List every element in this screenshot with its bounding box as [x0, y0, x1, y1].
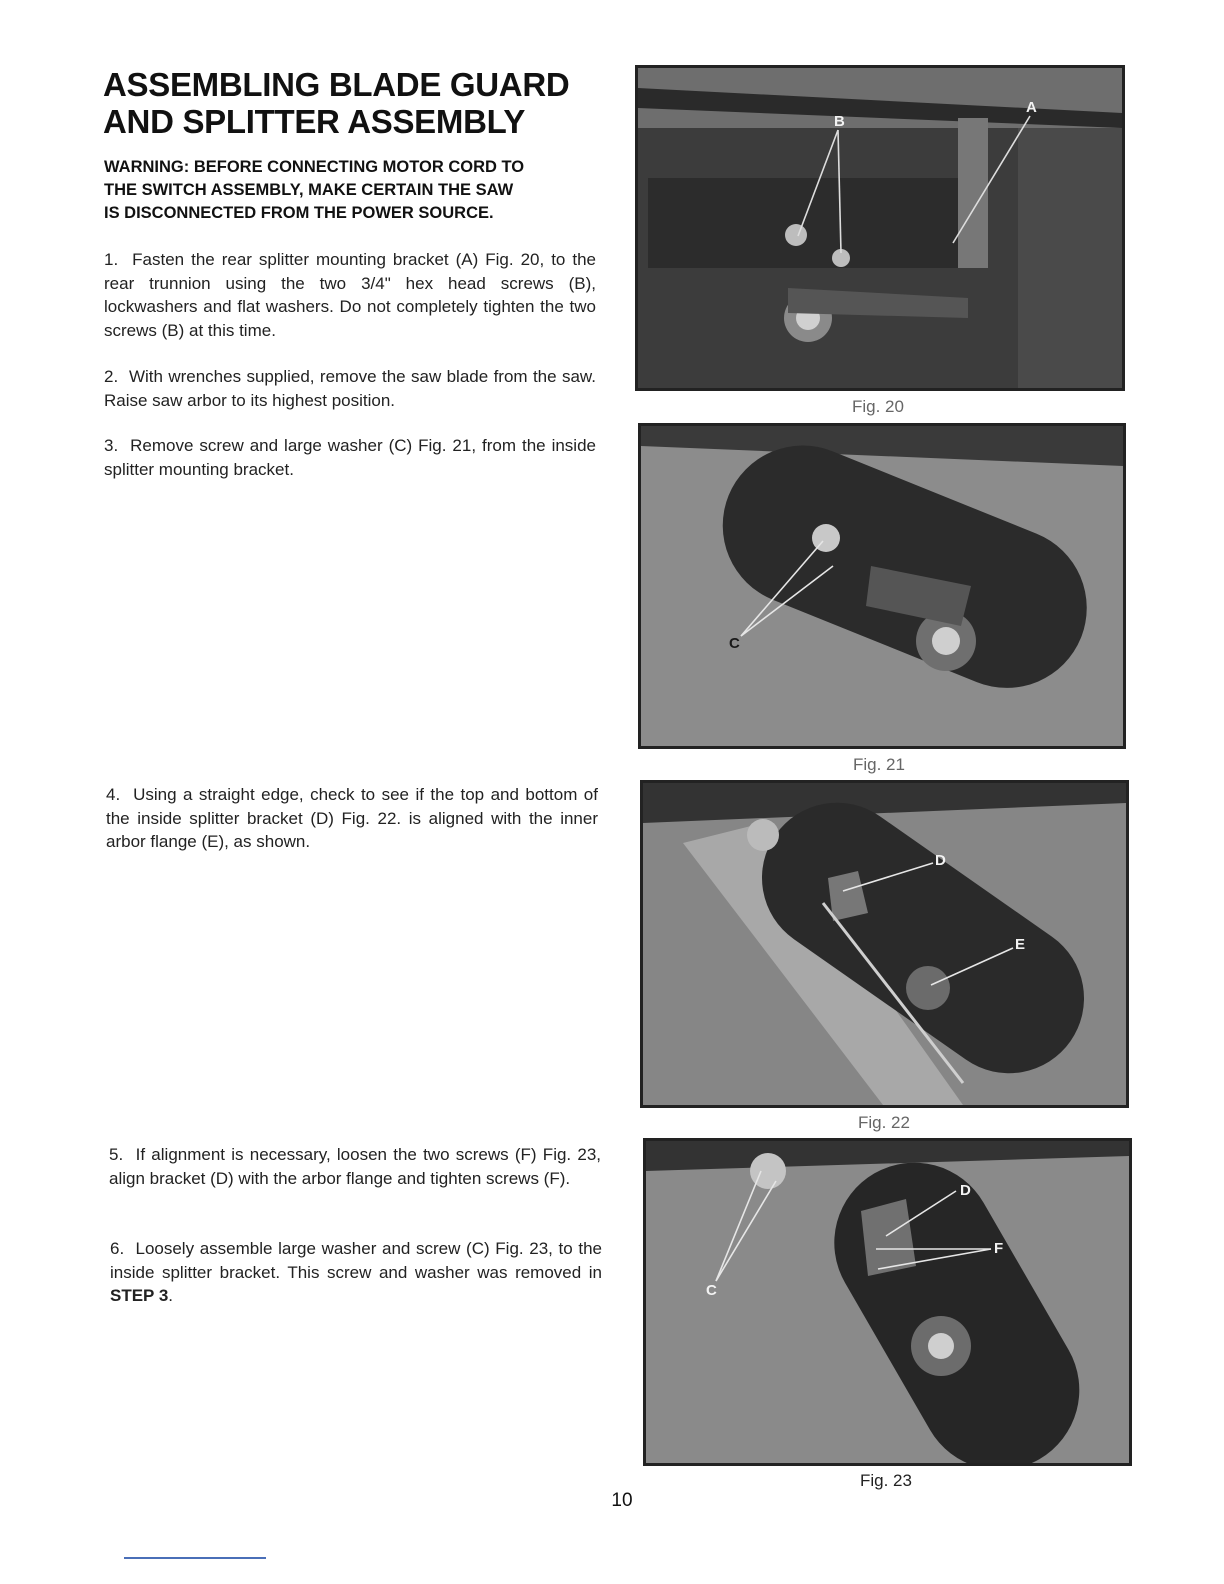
step-number: 3. [104, 436, 119, 455]
figure-21-label-c: C [729, 635, 740, 652]
title-line-2: AND SPLITTER ASSEMBLY [103, 103, 526, 140]
figure-20-photo [635, 65, 1125, 391]
step-number: 1. [104, 250, 119, 269]
step-number: 2. [104, 367, 119, 386]
figure-21-illustration [641, 426, 1123, 746]
figure-20-label-a: A [1026, 99, 1037, 116]
figure-23-illustration [646, 1141, 1129, 1463]
step-number: 4. [106, 785, 121, 804]
figure-22-illustration [643, 783, 1126, 1105]
step-text: Using a straight edge, check to see if the top and bottom of the inside splitter bracket (D) Fig. 22. is aligned with the inner arbor flange (E), as shown. [106, 785, 598, 851]
figure-22-caption: Fig. 22 [858, 1113, 910, 1132]
step-4 [106, 783, 598, 854]
figure-22-label-e: E [1015, 936, 1026, 953]
step-2 [104, 365, 596, 412]
step-3 [104, 434, 596, 481]
step-1 [104, 248, 596, 342]
figure-23-caption: Fig. 23 [860, 1471, 912, 1490]
figure-21-photo [638, 423, 1126, 749]
step-5 [109, 1143, 601, 1190]
figure-23-photo [643, 1138, 1132, 1466]
figure-20-illustration [638, 68, 1122, 388]
figure-22-label-d: D [935, 852, 946, 869]
figure-23-label-c: C [706, 1282, 717, 1299]
step-number: 6. [110, 1239, 125, 1258]
step-end: . [168, 1286, 174, 1305]
figure-23-label-f: F [994, 1240, 1004, 1257]
warning-notice [104, 156, 604, 225]
figure-20-caption: Fig. 20 [852, 397, 904, 416]
figure-22-photo [640, 780, 1129, 1108]
step-6 [110, 1237, 602, 1308]
warning-line-3: IS DISCONNECTED FROM THE POWER SOURCE. [104, 204, 494, 222]
warning-line-2: THE SWITCH ASSEMBLY, MAKE CERTAIN THE SAW [104, 181, 514, 199]
footer-rule [124, 1557, 266, 1559]
title-line-1: ASSEMBLING BLADE GUARD [103, 66, 570, 103]
step-text: With wrenches supplied, remove the saw blade from the saw. Raise saw arbor to its highest position. [104, 367, 596, 410]
figure-23-label-d: D [960, 1182, 971, 1199]
page-title [103, 66, 603, 140]
warning-line-1: WARNING: BEFORE CONNECTING MOTOR CORD TO [104, 158, 525, 176]
step-number: 5. [109, 1145, 124, 1164]
step-text: Remove screw and large washer (C) Fig. 21, from the inside splitter mounting bracket. [104, 436, 596, 479]
step-text: Fasten the rear splitter mounting bracket (A) Fig. 20, to the rear trunnion using the two 3/4" hex head screws (B), lockwashers and flat washers. Do not completely tighten the two screws (B) at this time. [104, 250, 596, 340]
page-number: 10 [611, 1490, 633, 1511]
step-text: If alignment is necessary, loosen the two screws (F) Fig. 23, align bracket (D) with the arbor flange and tighten screws (F). [109, 1145, 601, 1188]
step-text: Loosely assemble large washer and screw (C) Fig. 23, to the inside splitter bracket. This screw and washer was removed in [110, 1239, 603, 1282]
figure-21-caption: Fig. 21 [853, 755, 905, 774]
step-emphasis: STEP 3 [110, 1286, 169, 1305]
figure-20-label-b: B [834, 113, 845, 130]
